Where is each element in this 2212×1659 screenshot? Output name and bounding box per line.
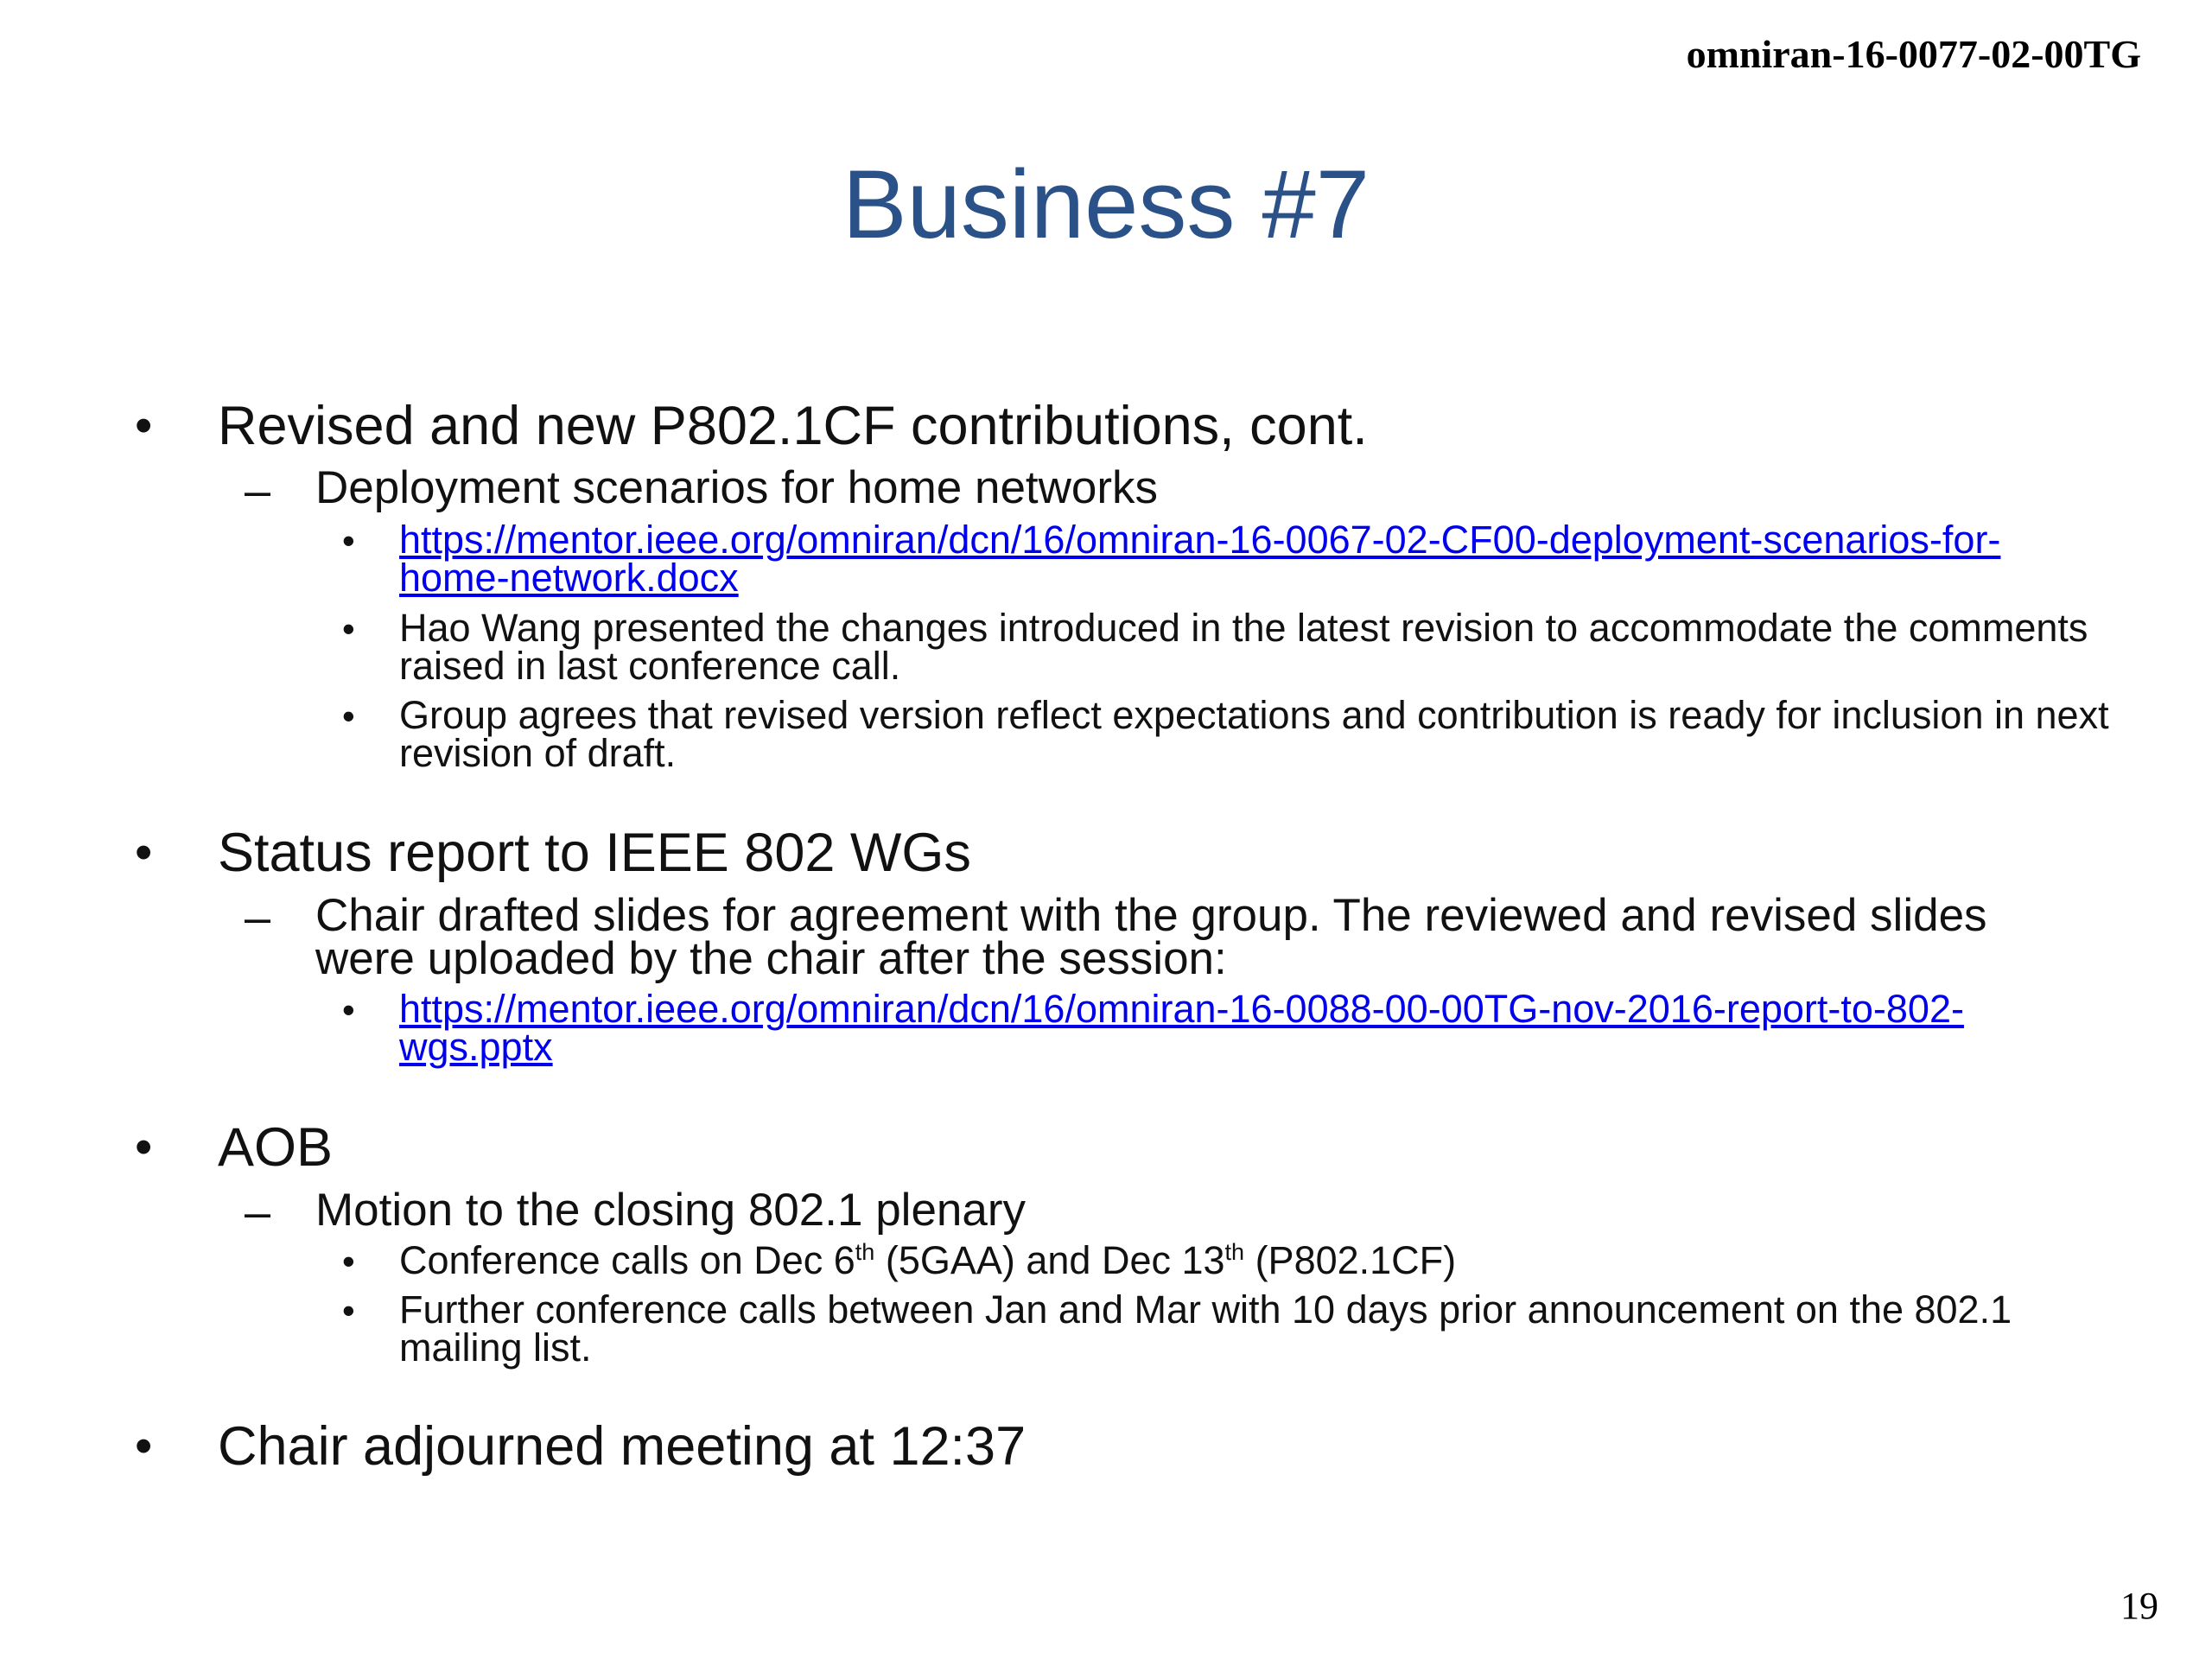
sub-item-motion: Motion to the closing 802.1 plenary (315, 1185, 1027, 1236)
link-line[interactable]: https://mentor.ieee.org/omniran/dcn/16/omniran-16-0067-02-CF00-deployment-scenarios-for- (399, 518, 2001, 562)
ordinal-suffix: th (1224, 1239, 1245, 1265)
item-heading-contributions: Revised and new P802.1CF contributions, cont. (218, 396, 1368, 456)
text-part: Conference calls on Dec 6 (399, 1238, 855, 1282)
link-deployment-scenarios-doc[interactable] (399, 518, 2119, 600)
dash-icon: – (245, 1186, 271, 1238)
note-conference-calls (399, 1238, 2119, 1282)
page-number: 19 (2120, 1585, 2158, 1627)
ordinal-suffix: th (855, 1239, 875, 1265)
text-part: (5GAA) and Dec 13 (874, 1238, 1225, 1282)
bullet-icon: • (342, 1290, 355, 1331)
bullet-icon: • (342, 989, 355, 1030)
link-line[interactable]: home-network.docx (399, 556, 739, 600)
item-heading-adjourned: Chair adjourned meeting at 12:37 (218, 1416, 1027, 1477)
bullet-icon: • (342, 696, 355, 736)
note-group-agrees: Group agrees that revised version reflect expectations and contribution is ready for inclusion in next revision of draft. (399, 693, 2109, 775)
doc-id: omniran-16-0077-02-00TG (1686, 32, 2141, 76)
bullet-icon: • (135, 1418, 153, 1474)
bullet-icon: • (342, 608, 355, 649)
text-part: (P802.1CF) (1244, 1238, 1457, 1282)
item-heading-aob: AOB (218, 1117, 334, 1178)
slide-title: Business #7 (842, 150, 1370, 258)
dash-icon: – (245, 892, 271, 944)
sub-item-deployment-scenarios: Deployment scenarios for home networks (315, 462, 1159, 513)
bullet-icon: • (135, 397, 153, 454)
bullet-icon: • (135, 1119, 153, 1175)
bullet-icon: • (342, 520, 355, 561)
link-report-to-802-wgs[interactable] (399, 987, 2119, 1069)
bullet-icon: • (342, 1241, 355, 1281)
sub-item-chair-drafted: Chair drafted slides for agreement with the group. The reviewed and revised slides were uploaded by the chair after the session: (315, 890, 1987, 984)
note-hao-wang-changes: Hao Wang presented the changes introduced in the latest revision to accommodate the comments raised in last conference call. (399, 606, 2088, 688)
bullet-icon: • (135, 824, 153, 880)
link-line[interactable]: wgs.pptx (399, 1025, 553, 1069)
item-heading-status-report: Status report to IEEE 802 WGs (218, 823, 971, 883)
link-line[interactable]: https://mentor.ieee.org/omniran/dcn/16/omniran-16-0088-00-00TG-nov-2016-report-to-802- (399, 987, 1964, 1031)
note-further-calls: Further conference calls between Jan and Mar with 10 days prior announcement on the 802.1 mailing list. (399, 1287, 2012, 1370)
dash-icon: – (245, 465, 271, 517)
